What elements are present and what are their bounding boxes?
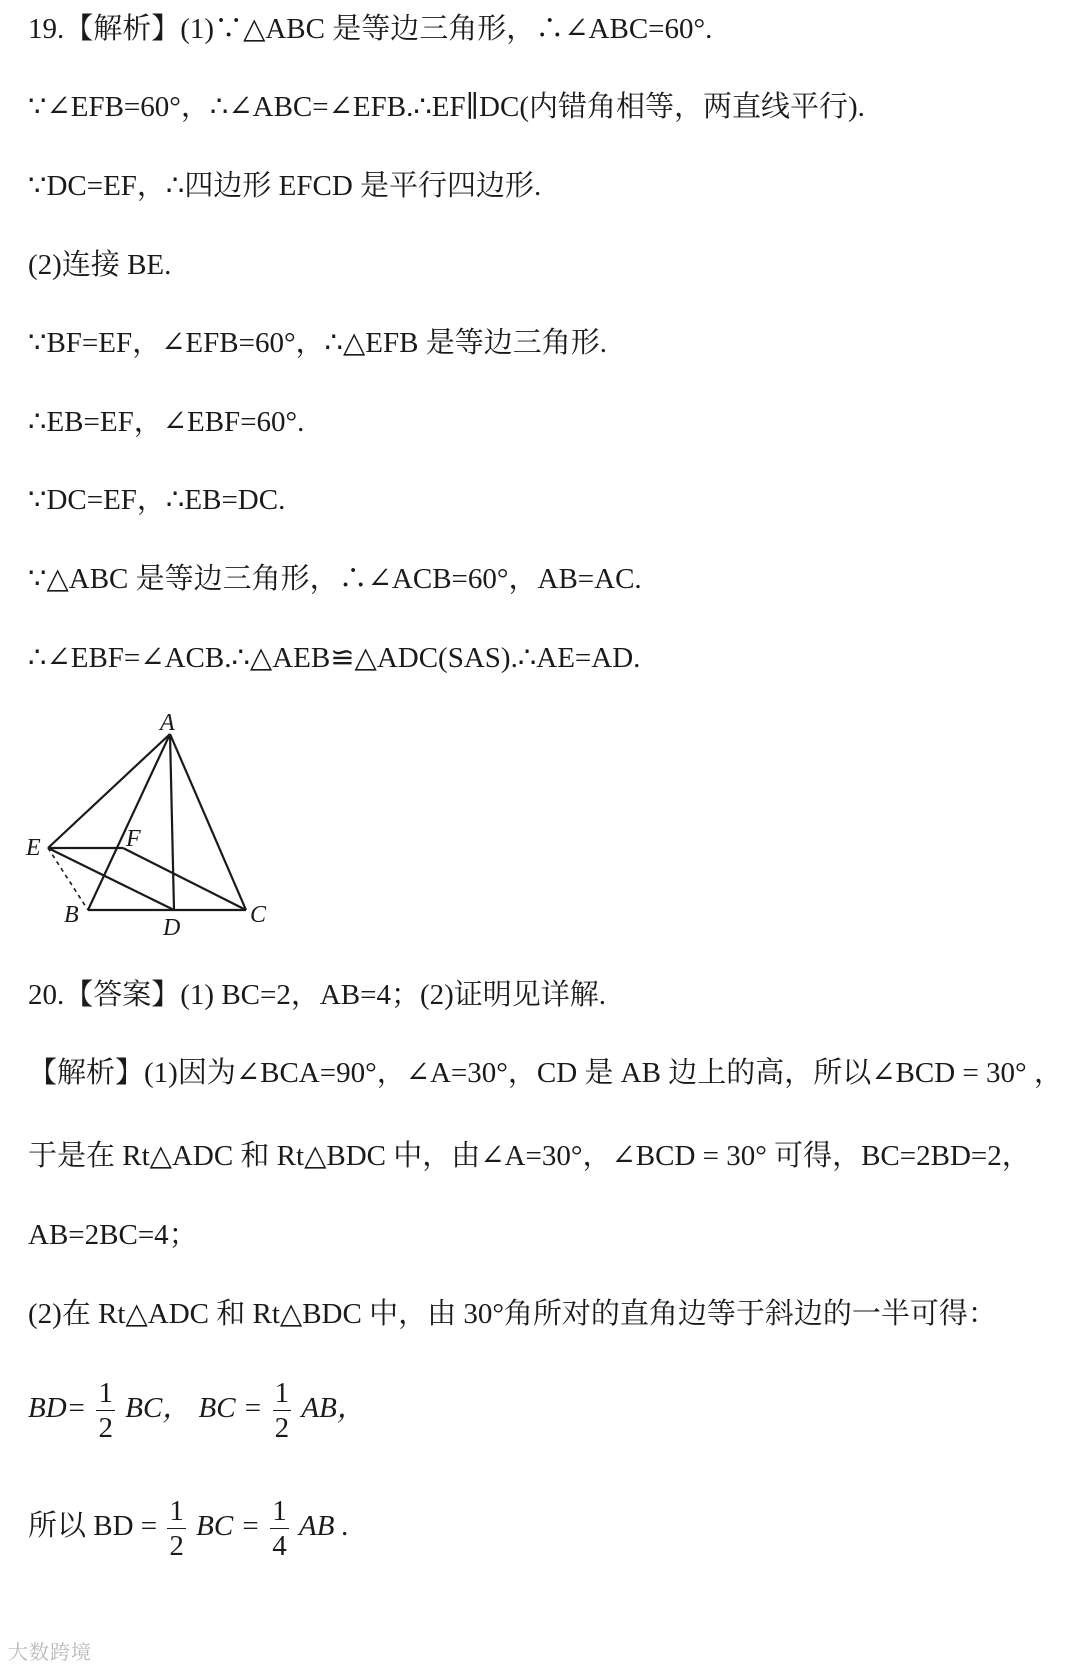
eq2-prefix: 所以 BD = bbox=[28, 1510, 158, 1543]
q19-line-1: 19.【解析】(1)∵△ABC 是等边三角形，∴∠ABC=60°. bbox=[28, 13, 713, 45]
eq2-bc: BC = bbox=[196, 1510, 261, 1543]
segment-ab bbox=[88, 734, 170, 910]
eq2-ab: AB . bbox=[299, 1510, 349, 1543]
eq-ab-label: AB， bbox=[301, 1392, 366, 1425]
eq-bd-label: BD= bbox=[28, 1392, 87, 1425]
q20-line-1: 20.【答案】(1) BC=2，AB=4；(2)证明见详解. bbox=[28, 979, 607, 1011]
fraction-one-half-2: $\frac{1}{2}$ bbox=[274, 1377, 290, 1444]
q19-line-7: ∵DC=EF，∴EB=DC. bbox=[28, 484, 286, 516]
q19-line-3: ∵DC=EF，∴四边形 EFCD 是平行四边形. bbox=[28, 170, 542, 202]
segment-ae bbox=[48, 734, 170, 848]
q19-line-4: (2)连接 BE. bbox=[28, 249, 172, 281]
watermark: 大数跨境 bbox=[8, 1640, 92, 1664]
q20-line-6 bbox=[28, 1376, 366, 1445]
q19-line-2: ∵∠EFB=60°，∴∠ABC=∠EFB.∴EF∥DC(内错角相等，两直线平行). bbox=[28, 91, 865, 123]
label-b: B bbox=[64, 902, 79, 928]
segment-ac bbox=[170, 734, 246, 910]
eq-bc-label: BC， BC = bbox=[125, 1392, 263, 1425]
geometry-figure bbox=[0, 700, 300, 950]
fraction-one-quarter: $\frac{1}{4}$ bbox=[272, 1495, 287, 1562]
q19-line-8: ∵△ABC 是等边三角形，∴∠ACB=60°，AB=AC. bbox=[28, 563, 642, 595]
label-d: D bbox=[163, 915, 181, 941]
fraction-one-half: $\frac{1}{2}$ bbox=[98, 1377, 113, 1444]
q20-line-5: (2)在 Rt△ADC 和 Rt△BDC 中，由 30°角所对的直角边等于斜边的一半可得： bbox=[28, 1298, 997, 1330]
label-e: E bbox=[26, 835, 41, 861]
label-c: C bbox=[250, 902, 267, 928]
label-a: A bbox=[160, 710, 175, 736]
fraction-one-half-3: $\frac{1}{2}$ bbox=[169, 1495, 184, 1562]
label-f: F bbox=[126, 826, 141, 852]
q20-line-7 bbox=[28, 1494, 349, 1563]
q19-line-5: ∵BF=EF，∠EFB=60°，∴△EFB 是等边三角形. bbox=[28, 327, 607, 359]
q20-line-4: AB=2BC=4； bbox=[28, 1219, 198, 1251]
segment-fc bbox=[123, 848, 246, 910]
segment-ad bbox=[170, 734, 174, 910]
q20-line-2: 【解析】(1)因为∠BCA=90°，∠A=30°，CD 是 AB 边上的高，所以∠BCD = 30° ， bbox=[28, 1057, 1063, 1089]
q19-line-6: ∴EB=EF，∠EBF=60°. bbox=[28, 406, 305, 438]
segment-ed bbox=[48, 848, 174, 910]
q20-line-3: 于是在 Rt△ADC 和 Rt△BDC 中，由∠A=30°，∠BCD = 30° 可得，BC=2BD=2， bbox=[28, 1140, 1031, 1172]
q19-line-9: ∴∠EBF=∠ACB.∴△AEB≌△ADC(SAS).∴AE=AD. bbox=[28, 642, 641, 674]
